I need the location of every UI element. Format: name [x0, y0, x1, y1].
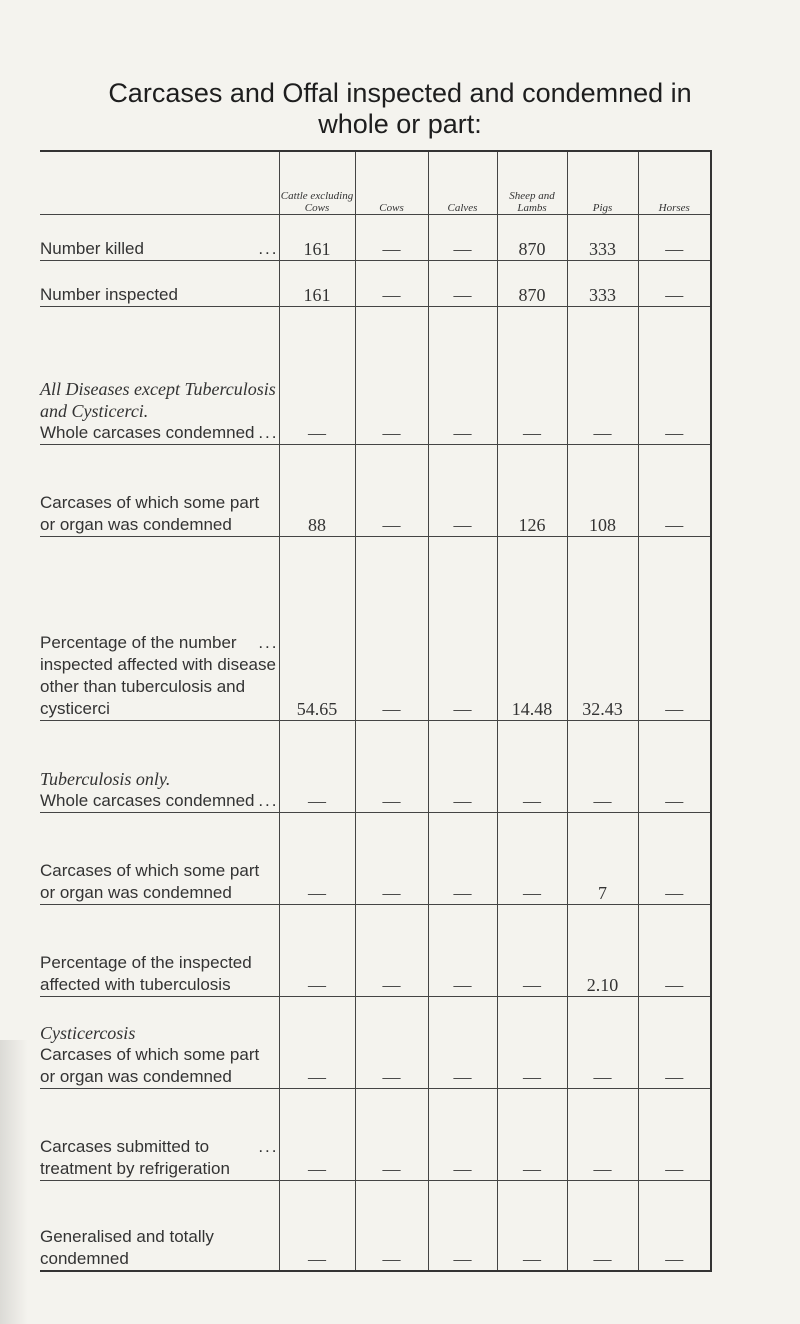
row-label: [40, 1226, 279, 1270]
row-label: [40, 238, 279, 260]
column-header: Sheep and Lambs: [497, 151, 567, 215]
value-cell: 126: [497, 445, 567, 537]
value-cell: —: [428, 537, 497, 721]
leader-dots: ...: [258, 239, 279, 258]
row-label-text: Carcases of which some part or organ was condemned: [40, 1045, 260, 1086]
table-row: [40, 813, 711, 905]
value-cell: —: [355, 997, 428, 1089]
value-cell: —: [638, 307, 711, 445]
value-cell: —: [428, 445, 497, 537]
row-label-cell: [40, 813, 279, 905]
row-label-cell: [40, 721, 279, 813]
row-label-cell: [40, 445, 279, 537]
leader-dots: ...: [258, 633, 279, 652]
value-cell: —: [428, 905, 497, 997]
leader-dots: ...: [258, 1137, 279, 1156]
value-cell: 161: [279, 261, 355, 307]
table-row: [40, 307, 711, 445]
table-row: [40, 1181, 711, 1271]
value-cell: —: [279, 813, 355, 905]
value-cell: —: [428, 1089, 497, 1181]
value-cell: —: [355, 1181, 428, 1271]
row-label: [40, 492, 279, 536]
table-row: [40, 721, 711, 813]
value-cell: —: [428, 307, 497, 445]
value-cell: —: [428, 215, 497, 261]
value-cell: —: [497, 721, 567, 813]
table-row: [40, 445, 711, 537]
value-cell: —: [497, 307, 567, 445]
leader-dots: ...: [258, 791, 279, 810]
value-cell: —: [638, 905, 711, 997]
row-label-cell: [40, 307, 279, 445]
value-cell: 88: [279, 445, 355, 537]
value-cell: 32.43: [567, 537, 638, 721]
value-cell: —: [497, 813, 567, 905]
table-row: [40, 905, 711, 997]
table-row: [40, 537, 711, 721]
value-cell: —: [497, 997, 567, 1089]
carcases-table: [40, 150, 712, 1272]
value-cell: —: [638, 215, 711, 261]
value-cell: 7: [567, 813, 638, 905]
value-cell: —: [567, 1181, 638, 1271]
column-header: Pigs: [567, 151, 638, 215]
value-cell: 870: [497, 215, 567, 261]
value-cell: —: [428, 813, 497, 905]
row-label-text: Percentage of the number inspected affected with disease other than tuberculosis and cysticerci: [40, 633, 276, 718]
value-cell: 333: [567, 261, 638, 307]
table-row: [40, 997, 711, 1089]
value-cell: —: [355, 307, 428, 445]
value-cell: —: [638, 261, 711, 307]
row-label-cell: [40, 997, 279, 1089]
row-label-text: Number killed: [40, 239, 144, 258]
leader-dots: ...: [258, 423, 279, 442]
table-row: [40, 215, 711, 261]
value-cell: —: [638, 721, 711, 813]
value-cell: —: [567, 1089, 638, 1181]
row-label-text: Whole carcases condemned: [40, 791, 255, 810]
header-blank: [40, 151, 279, 215]
value-cell: —: [638, 445, 711, 537]
row-label: [40, 790, 279, 812]
value-cell: 2.10: [567, 905, 638, 997]
value-cell: 870: [497, 261, 567, 307]
value-cell: —: [428, 721, 497, 813]
value-cell: —: [279, 905, 355, 997]
column-header: Cows: [355, 151, 428, 215]
row-label-text: Carcases of which some part or organ was condemned: [40, 493, 260, 534]
value-cell: —: [638, 1181, 711, 1271]
row-label-cell: [40, 1181, 279, 1271]
page-title: [0, 78, 800, 140]
title-line-2: whole or part:: [318, 109, 482, 139]
header-row: [40, 151, 711, 215]
row-section-heading: Cysticercosis: [40, 1023, 136, 1043]
value-cell: —: [567, 307, 638, 445]
row-label: [40, 1136, 279, 1180]
row-label: [40, 860, 279, 904]
value-cell: —: [638, 997, 711, 1089]
scan-shadow: [0, 1040, 28, 1324]
row-label-cell: [40, 537, 279, 721]
row-label: [40, 632, 279, 720]
row-label: [40, 422, 279, 444]
row-label-text: Generalised and totally condemned: [40, 1226, 214, 1268]
value-cell: —: [567, 997, 638, 1089]
value-cell: 54.65: [279, 537, 355, 721]
row-section-heading: All Diseases except Tuberculosis and Cysticerci.: [40, 379, 276, 421]
value-cell: —: [428, 997, 497, 1089]
value-cell: —: [355, 261, 428, 307]
value-cell: —: [497, 905, 567, 997]
column-header: Horses: [638, 151, 711, 215]
row-label-cell: [40, 905, 279, 997]
value-cell: —: [497, 1181, 567, 1271]
row-label-text: Whole carcases condemned: [40, 423, 255, 442]
table-row: [40, 1089, 711, 1181]
value-cell: —: [279, 1089, 355, 1181]
value-cell: —: [497, 1089, 567, 1181]
value-cell: —: [428, 261, 497, 307]
value-cell: —: [638, 1089, 711, 1181]
value-cell: —: [279, 721, 355, 813]
value-cell: —: [428, 1181, 497, 1271]
value-cell: —: [355, 445, 428, 537]
value-cell: —: [355, 905, 428, 997]
row-label: [40, 284, 279, 306]
table-body: [40, 215, 711, 1271]
value-cell: —: [355, 537, 428, 721]
row-label-cell: [40, 261, 279, 307]
value-cell: 333: [567, 215, 638, 261]
row-label-text: Percentage of the inspected affected with tuberculosis: [40, 953, 252, 994]
row-section-heading: Tuberculosis only.: [40, 769, 171, 789]
value-cell: 108: [567, 445, 638, 537]
value-cell: —: [567, 721, 638, 813]
table-row: [40, 261, 711, 307]
value-cell: 161: [279, 215, 355, 261]
row-label-cell: [40, 215, 279, 261]
row-label-text: Carcases of which some part or organ was condemned: [40, 861, 260, 902]
row-label-cell: [40, 1089, 279, 1181]
row-label: [40, 1044, 279, 1088]
value-cell: —: [279, 1181, 355, 1271]
value-cell: —: [638, 813, 711, 905]
value-cell: —: [279, 997, 355, 1089]
title-line-1: Carcases and Offal inspected and condemned in: [108, 78, 692, 108]
value-cell: —: [355, 215, 428, 261]
value-cell: —: [279, 307, 355, 445]
value-cell: 14.48: [497, 537, 567, 721]
column-header: Calves: [428, 151, 497, 215]
value-cell: —: [355, 1089, 428, 1181]
row-label-text: Number inspected: [40, 285, 178, 304]
value-cell: —: [355, 721, 428, 813]
value-cell: —: [355, 813, 428, 905]
row-label: [40, 952, 279, 996]
row-label-text: Carcases submitted to treatment by refrigeration: [40, 1137, 230, 1178]
value-cell: —: [638, 537, 711, 721]
column-header: Cattle excluding Cows: [279, 151, 355, 215]
